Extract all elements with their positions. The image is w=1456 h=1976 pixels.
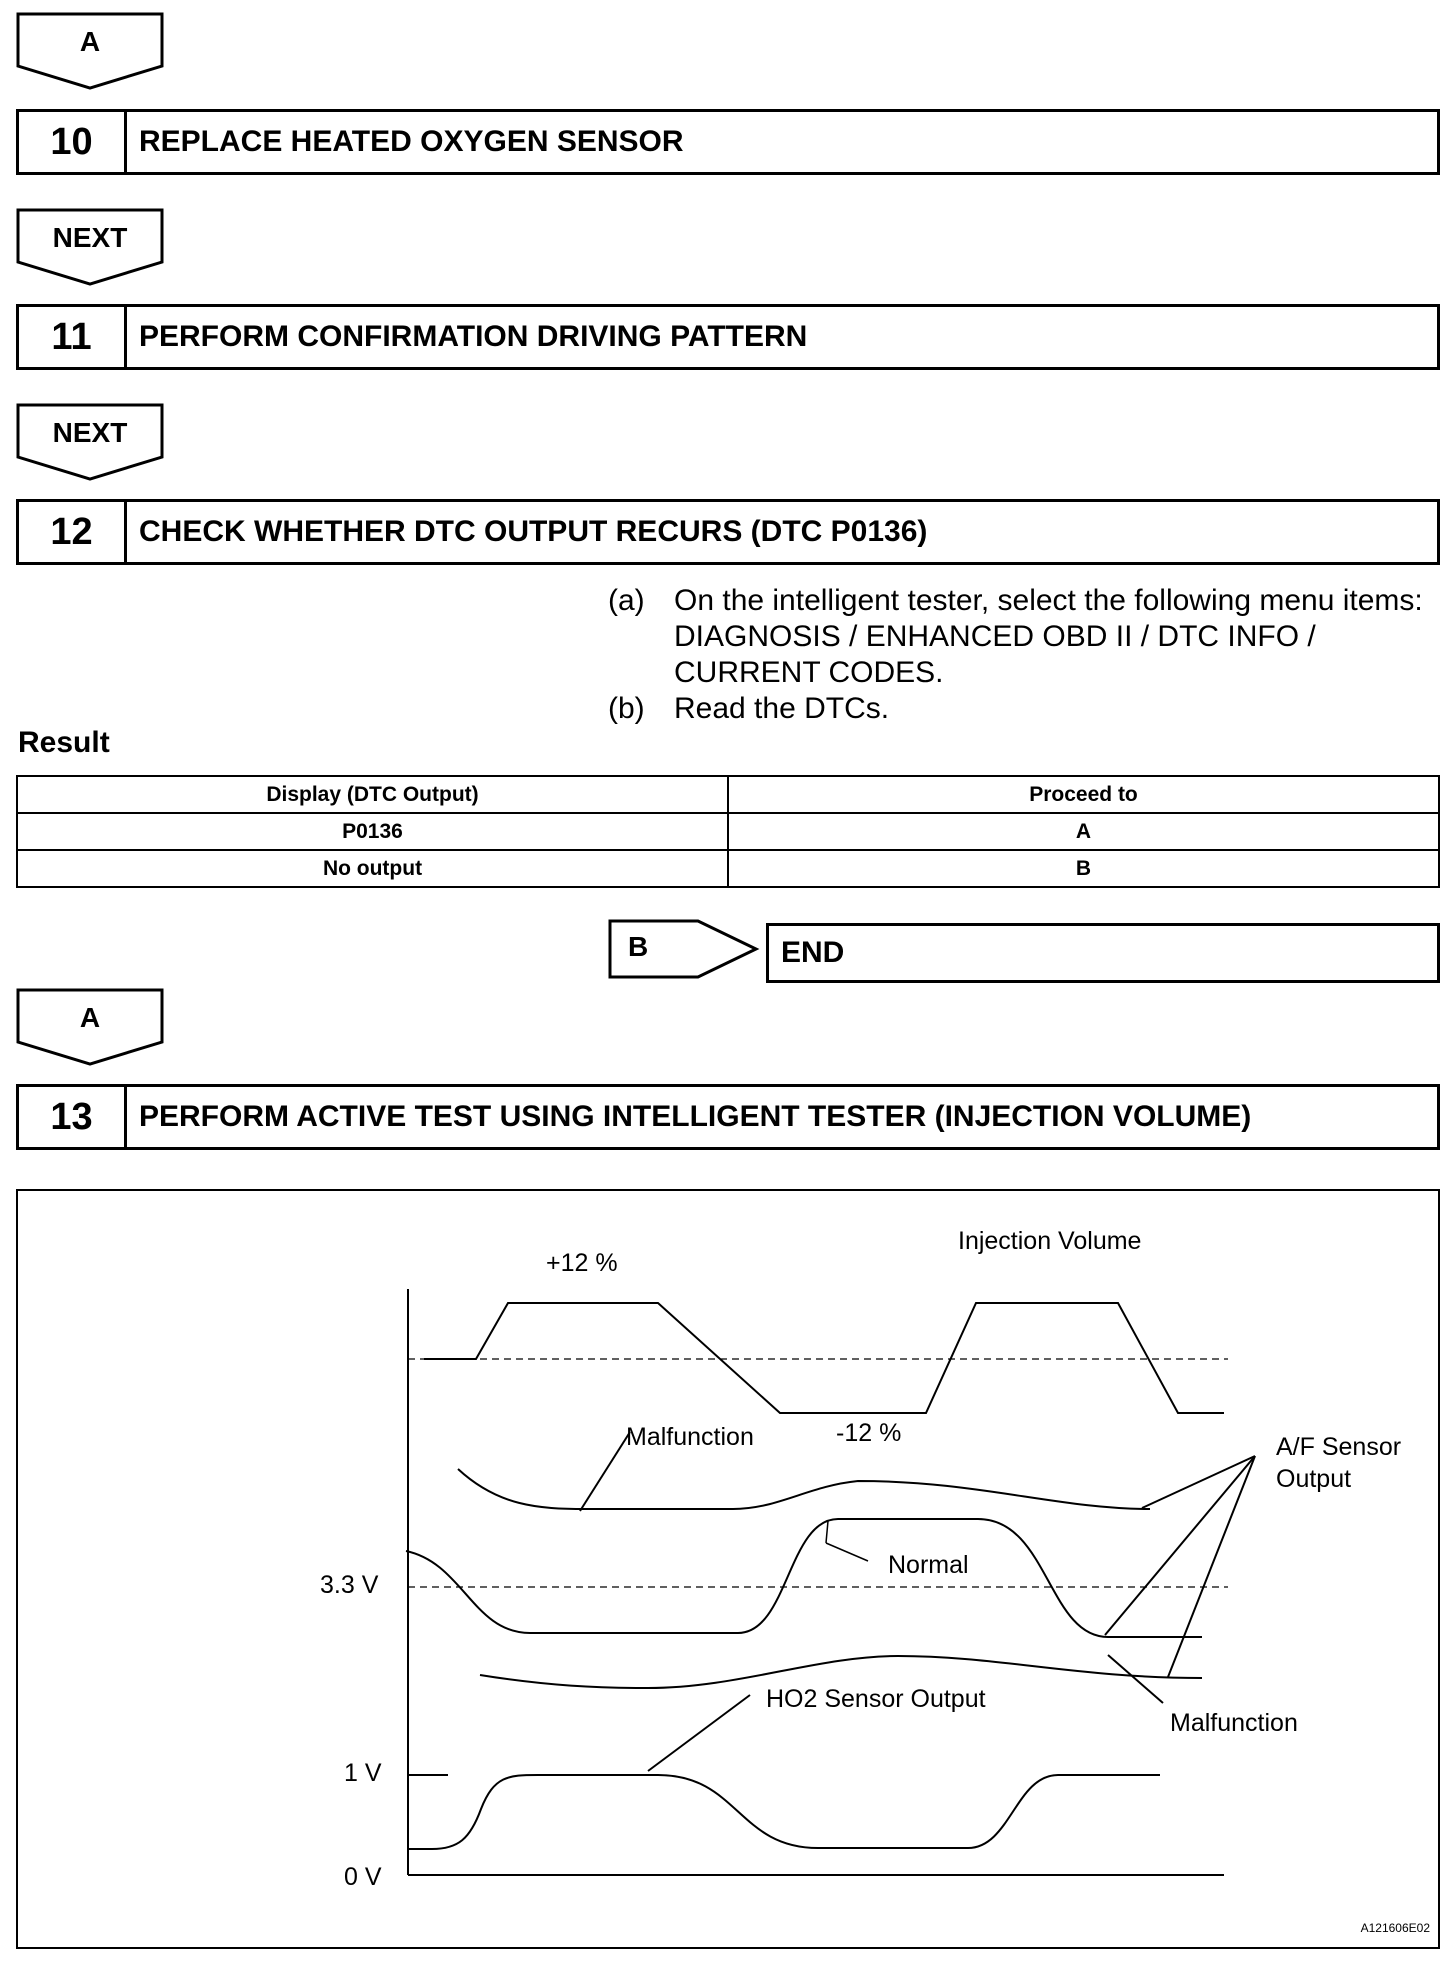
0v-axis-label: 0 V: [344, 1863, 382, 1891]
tag-label: B: [628, 931, 649, 962]
active-test-figure: [16, 1189, 1440, 1949]
next-tag-2: [16, 403, 164, 481]
step-number: 10: [19, 112, 127, 172]
table-cell: P0136: [17, 813, 728, 850]
step-title: REPLACE HEATED OXYGEN SENSOR: [139, 125, 684, 158]
instruction-line: DIAGNOSIS / ENHANCED OBD II / DTC INFO /: [674, 620, 1316, 653]
table-cell: A: [728, 813, 1439, 850]
step-number: 12: [19, 502, 127, 562]
ho2-sensor-label: HO2 Sensor Output: [766, 1685, 986, 1713]
result-heading: Result: [18, 726, 110, 759]
malfunction-top-label: Malfunction: [626, 1423, 754, 1451]
step-12: [16, 499, 1440, 565]
tag-label: NEXT: [52, 222, 128, 253]
tag-label: A: [79, 26, 101, 57]
plus-12-label: +12 %: [546, 1249, 618, 1277]
leader-ho2: [648, 1695, 750, 1771]
step-title: CHECK WHETHER DTC OUTPUT RECURS (DTC P0136): [139, 515, 928, 548]
leader-normal: [826, 1521, 828, 1543]
step-number: 13: [19, 1087, 127, 1147]
instruction-a: [608, 583, 1448, 691]
injection-volume-line: [424, 1303, 1224, 1413]
step-title: PERFORM CONFIRMATION DRIVING PATTERN: [139, 320, 808, 353]
step-number: 11: [19, 307, 127, 367]
ho2-sensor-line: [408, 1775, 1160, 1849]
continue-tag-a-top: [16, 12, 164, 90]
leader-af-2: [1105, 1456, 1255, 1635]
tag-label: A: [79, 1002, 101, 1033]
instructions: [608, 583, 1448, 727]
instruction-line: On the intelligent tester, select the following menu items:: [674, 584, 1423, 617]
minus-12-label: -12 %: [836, 1419, 902, 1447]
af-malfunction-top-line: [458, 1469, 1150, 1509]
tag-label: NEXT: [52, 417, 128, 448]
instruction-label: (a): [608, 584, 645, 617]
result-table: [16, 775, 1440, 888]
table-header-cell: Display (DTC Output): [17, 776, 728, 813]
next-tag-1: [16, 208, 164, 286]
step-title: PERFORM ACTIVE TEST USING INTELLIGENT TESTER (INJECTION VOLUME): [139, 1100, 1252, 1133]
step-11: [16, 304, 1440, 370]
injection-volume-label: Injection Volume: [958, 1227, 1142, 1255]
malfunction-bottom-label: Malfunction: [1170, 1709, 1298, 1737]
af-sensor-label-line1: A/F Sensor: [1276, 1433, 1402, 1461]
1v-axis-label: 1 V: [344, 1759, 382, 1787]
instruction-line: CURRENT CODES.: [674, 656, 944, 689]
normal-label: Normal: [888, 1551, 969, 1579]
leader-malfunction-top: [580, 1432, 630, 1511]
continue-tag-a-2: [16, 988, 164, 1066]
table-header-cell: Proceed to: [728, 776, 1439, 813]
table-row: [17, 850, 1439, 887]
table-cell: No output: [17, 850, 728, 887]
af-malfunction-bottom-line: [480, 1656, 1202, 1688]
end-box: END: [766, 923, 1440, 983]
branch-tag-b: [608, 919, 760, 981]
3v3-axis-label: 3.3 V: [320, 1571, 379, 1599]
table-cell: B: [728, 850, 1439, 887]
leader-malfunction-bottom: [1108, 1655, 1163, 1703]
step-10: [16, 109, 1440, 175]
af-sensor-label-line2: Output: [1276, 1465, 1352, 1493]
figure-code: A121606E02: [1360, 1921, 1430, 1935]
step-13: [16, 1084, 1440, 1150]
table-row: [17, 813, 1439, 850]
af-normal-line: [406, 1519, 1202, 1637]
leader-normal-b: [826, 1543, 868, 1561]
instruction-line: Read the DTCs.: [674, 692, 890, 725]
waveform-diagram: [18, 1191, 1442, 1951]
table-header-row: [17, 776, 1439, 813]
instruction-b: [608, 691, 1448, 727]
instruction-label: (b): [608, 692, 645, 725]
